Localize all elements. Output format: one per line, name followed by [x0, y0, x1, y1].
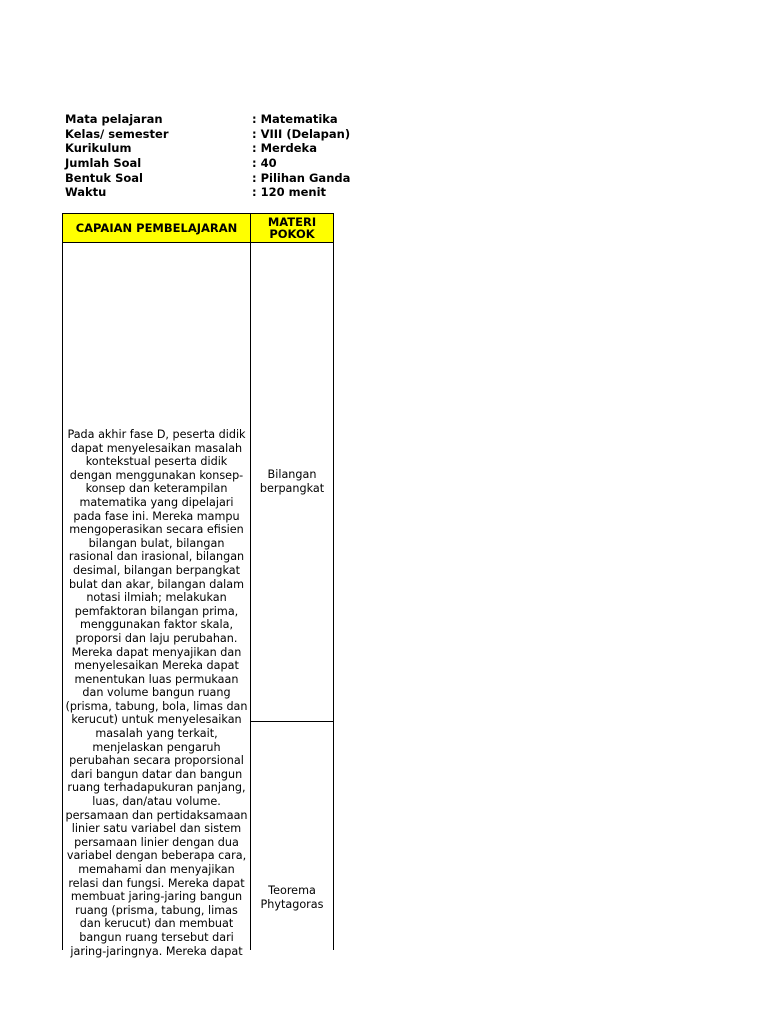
info-value: : Pilihan Ganda: [252, 170, 351, 185]
capaian-line: variabel dengan beberapa cara,: [66, 849, 247, 863]
info-label: Jumlah Soal: [65, 156, 142, 171]
materi-line: berpangkat: [259, 481, 325, 495]
info-value: : VIII (Delapan): [252, 126, 351, 141]
capaian-line: Pada akhir fase D, peserta didik: [67, 428, 246, 441]
capaian-line: bilangan bulat, bilangan: [88, 536, 225, 550]
header-capaian-label: CAPAIAN PEMBELAJARAN: [75, 220, 238, 235]
capaian-line: desimal, bilangan berpangkat: [72, 563, 241, 577]
capaian-line: matematika yang dipelajari: [79, 495, 234, 509]
capaian-line: dengan menggunakan konsep-: [69, 468, 244, 482]
capaian-line: persamaan dan pertidaksamaan: [65, 808, 248, 822]
capaian-line: ruang (prisma, tabung, limas: [75, 903, 238, 917]
capaian-line: menentukan luas permukaan: [74, 672, 239, 686]
info-value: : Matematika: [252, 112, 338, 126]
capaian-line: luas, dan/atau volume.: [92, 795, 221, 809]
capaian-line: bulat dan akar, bilangan dalam: [68, 577, 245, 591]
materi-line: Teorema: [268, 884, 316, 897]
capaian-line: kontekstual peserta didik: [85, 455, 228, 469]
capaian-line: menyelesaikan Mereka dapat: [74, 659, 239, 673]
document-info: [65, 112, 351, 200]
capaian-line: Mereka dapat menyajikan dan: [71, 645, 242, 659]
header-materi-line: POKOK: [269, 227, 315, 241]
capaian-line: linier satu variabel dan sistem: [71, 822, 242, 836]
capaian-line: ruang terhadapukuran panjang,: [67, 781, 246, 795]
capaian-materi-table: [62, 213, 334, 958]
materi-line: Bilangan: [267, 468, 317, 481]
header-capaian-pembelajaran: [62, 213, 251, 243]
info-label: Kurikulum: [65, 141, 132, 156]
capaian-line: pada fase ini. Mereka mampu: [73, 509, 240, 523]
materi-item-teorema-phytagoras: [251, 884, 333, 911]
capaian-line: bangun ruang tersebut dari: [79, 930, 234, 944]
capaian-line: dan kerucut) dan membuat: [79, 917, 234, 931]
header-materi-label: [268, 216, 316, 241]
materi-line: Phytagoras: [260, 897, 324, 911]
info-label: Bentuk Soal: [65, 170, 143, 185]
header-materi-pokok: [250, 213, 334, 243]
capaian-line: mengoperasikan secara efisien: [69, 523, 244, 537]
info-value: : Merdeka: [252, 141, 317, 156]
info-label: Kelas/ semester: [65, 126, 169, 141]
header-materi-line: MATERI: [267, 214, 317, 229]
capaian-line: persamaan linier dengan dua: [74, 835, 239, 849]
capaian-line: jaring-jaringnya. Mereka dapat: [70, 944, 243, 958]
capaian-line: perubahan secara proporsional: [69, 754, 244, 768]
capaian-line: (prisma, tabung, bola, limas dan: [65, 699, 248, 713]
capaian-line: konsep dan keterampilan: [85, 482, 228, 496]
capaian-line: pemfaktoran bilangan prima,: [74, 604, 239, 618]
info-value: : 40: [252, 156, 277, 171]
capaian-line: notasi ilmiah; melakukan: [86, 591, 227, 605]
info-label: Mata pelajaran: [65, 112, 163, 126]
info-row-waktu: [65, 185, 335, 200]
capaian-line: membuat jaring-jaring bangun: [70, 890, 243, 904]
info-row-bentuk-soal: [65, 170, 351, 186]
capaian-line: dapat menyelesaikan masalah: [70, 441, 243, 455]
capaian-line: rasional dan irasional, bilangan: [68, 550, 245, 564]
capaian-line: masalah yang terkait,: [95, 727, 218, 741]
capaian-line: relasi dan fungsi. Mereka dapat: [68, 876, 245, 890]
materi-row-divider: [251, 721, 333, 722]
info-row-mata-pelajaran: [65, 112, 338, 127]
materi-item-bilangan-berpangkat: [251, 468, 333, 495]
cell-materi-pokok: [250, 243, 334, 950]
capaian-line: proporsi dan laju perubahan.: [75, 631, 238, 645]
capaian-line: menggunakan faktor skala,: [79, 618, 234, 632]
info-row-kurikulum: [65, 141, 335, 156]
capaian-line: memahami dan menyajikan: [78, 863, 235, 876]
capaian-line: menjelaskan pengaruh: [92, 740, 221, 754]
cell-capaian-pembelajaran: [62, 243, 251, 958]
capaian-text: [65, 428, 248, 958]
info-label: Waktu: [65, 185, 107, 200]
info-row-jumlah-soal: [65, 156, 335, 171]
capaian-line: kerucut) untuk menyelesaikan: [71, 713, 242, 727]
capaian-line: dan volume bangun ruang: [82, 686, 231, 700]
info-row-kelas-semester: [65, 126, 351, 142]
info-value: : 120 menit: [252, 185, 327, 200]
capaian-line: dari bangun datar dan bangun: [70, 767, 243, 781]
